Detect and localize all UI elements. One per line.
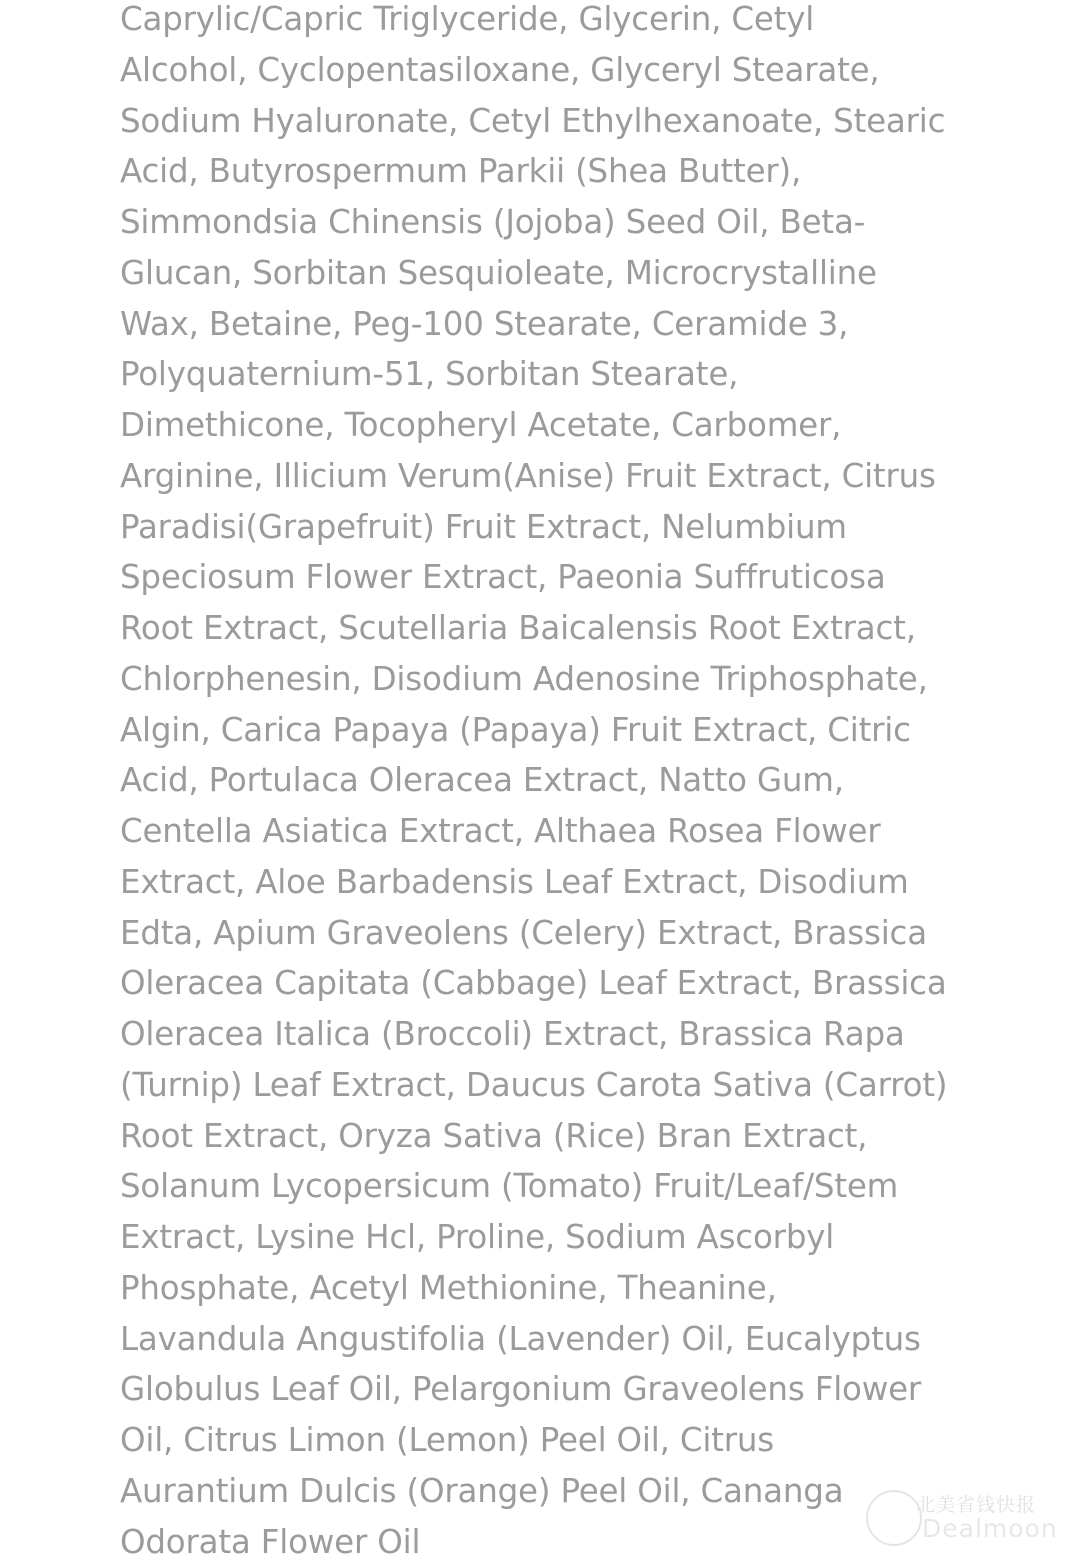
ingredient-line: Root Extract, Scutellaria Baicalensis Root Extract, xyxy=(120,603,1020,654)
ingredient-line: Oleracea Italica (Broccoli) Extract, Brassica Rapa xyxy=(120,1009,1020,1060)
ingredient-line: Caprylic/Capric Triglyceride, Glycerin, Cetyl xyxy=(120,0,1020,45)
ingredient-line: Glucan, Sorbitan Sesquioleate, Microcrystalline xyxy=(120,248,1020,299)
ingredient-line: Alcohol, Cyclopentasiloxane, Glyceryl Stearate, xyxy=(120,45,1020,96)
ingredient-line: Arginine, Illicium Verum(Anise) Fruit Extract, Citrus xyxy=(120,451,1020,502)
ingredient-line: Simmondsia Chinensis (Jojoba) Seed Oil, Beta- xyxy=(120,197,1020,248)
ingredient-line: Root Extract, Oryza Sativa (Rice) Bran Extract, xyxy=(120,1111,1020,1162)
watermark-en-text: Dealmoon xyxy=(922,1514,1058,1543)
ingredient-line: Odorata Flower Oil xyxy=(120,1517,1020,1567)
ingredient-line: (Turnip) Leaf Extract, Daucus Carota Sativa (Carrot) xyxy=(120,1060,1020,1111)
ingredient-line: Acid, Portulaca Oleracea Extract, Natto Gum, xyxy=(120,755,1020,806)
ingredient-line: Polyquaternium-51, Sorbitan Stearate, xyxy=(120,349,1020,400)
ingredient-line: Oil, Citrus Limon (Lemon) Peel Oil, Citrus xyxy=(120,1415,1020,1466)
ingredient-line: Speciosum Flower Extract, Paeonia Suffruticosa xyxy=(120,552,1020,603)
ingredient-line: Aurantium Dulcis (Orange) Peel Oil, Cananga xyxy=(120,1466,1020,1517)
ingredient-line: Solanum Lycopersicum (Tomato) Fruit/Leaf/Stem xyxy=(120,1161,1020,1212)
ingredient-line: Paradisi(Grapefruit) Fruit Extract, Nelumbium xyxy=(120,502,1020,553)
ingredient-line: Extract, Aloe Barbadensis Leaf Extract, Disodium xyxy=(120,857,1020,908)
ingredient-line: Phosphate, Acetyl Methionine, Theanine, xyxy=(120,1263,1020,1314)
ingredients-list xyxy=(120,0,1020,1567)
dealmoon-watermark xyxy=(862,1484,1072,1554)
ingredient-line: Wax, Betaine, Peg-100 Stearate, Ceramide 3, xyxy=(120,299,1020,350)
watermark-cn-text: 北美省钱快报 xyxy=(916,1490,1036,1517)
ingredient-line: Acid, Butyrospermum Parkii (Shea Butter), xyxy=(120,146,1020,197)
ingredient-line: Dimethicone, Tocopheryl Acetate, Carbomer, xyxy=(120,400,1020,451)
ingredient-line: Chlorphenesin, Disodium Adenosine Triphosphate, xyxy=(120,654,1020,705)
ingredient-line: Lavandula Angustifolia (Lavender) Oil, Eucalyptus xyxy=(120,1314,1020,1365)
ingredient-line: Edta, Apium Graveolens (Celery) Extract, Brassica xyxy=(120,908,1020,959)
dealmoon-logo-icon xyxy=(866,1490,922,1546)
ingredient-line: Oleracea Capitata (Cabbage) Leaf Extract, Brassica xyxy=(120,958,1020,1009)
ingredient-line: Extract, Lysine Hcl, Proline, Sodium Ascorbyl xyxy=(120,1212,1020,1263)
ingredient-line: Centella Asiatica Extract, Althaea Rosea Flower xyxy=(120,806,1020,857)
ingredient-line: Globulus Leaf Oil, Pelargonium Graveolens Flower xyxy=(120,1364,1020,1415)
ingredient-line: Algin, Carica Papaya (Papaya) Fruit Extract, Citric xyxy=(120,705,1020,756)
ingredient-line: Sodium Hyaluronate, Cetyl Ethylhexanoate, Stearic xyxy=(120,96,1020,147)
